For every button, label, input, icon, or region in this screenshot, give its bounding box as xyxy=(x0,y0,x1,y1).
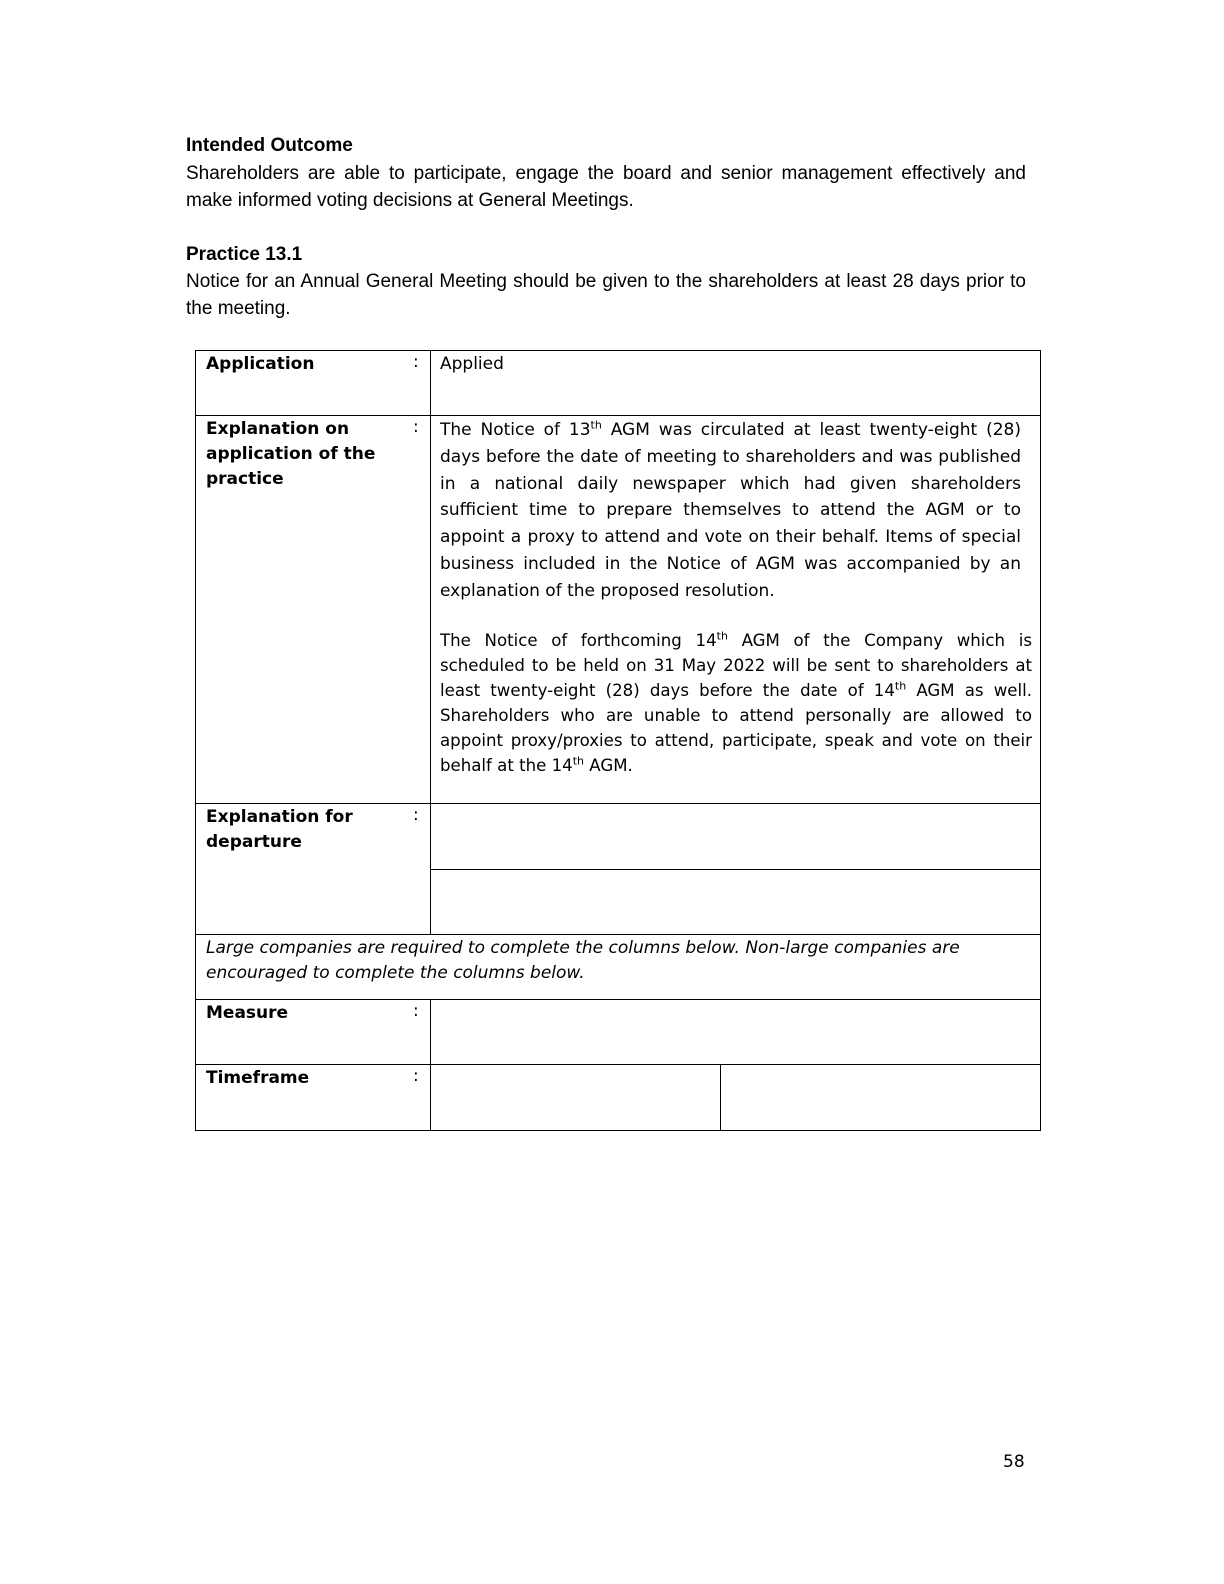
measure-value-cell xyxy=(431,1000,1040,1064)
measure-colon: : xyxy=(413,1001,419,1021)
explanation-application-colon: : xyxy=(413,417,419,437)
intended-outcome-text: Shareholders are able to participate, engage the board and senior management effectively and make informed voting decisions at General Meetings. xyxy=(186,163,1026,211)
large-companies-note: Large companies are required to complete the columns below. Non-large companies are encouraged to complete the columns below. xyxy=(206,938,960,983)
practice-text: Notice for an Annual General Meeting should be given to the shareholders at least 28 days prior to the meeting. xyxy=(186,271,1026,319)
page-number: 58 xyxy=(1003,1452,1025,1472)
application-value: Applied xyxy=(440,354,504,374)
timeframe-extra-cell xyxy=(721,1065,1040,1130)
explanation-departure-colon: : xyxy=(413,805,419,825)
intended-outcome-heading: Intended Outcome xyxy=(186,135,353,156)
timeframe-colon: : xyxy=(413,1066,419,1086)
timeframe-value-cell xyxy=(431,1065,720,1130)
explanation-application-label: Explanation on application of the practice xyxy=(206,419,376,489)
explanation-departure-value-cell xyxy=(431,804,1040,868)
explanation-departure-label: Explanation for departure xyxy=(206,807,353,852)
measure-label: Measure xyxy=(206,1003,289,1023)
application-label: Application xyxy=(206,354,315,374)
practice-heading: Practice 13.1 xyxy=(186,244,303,265)
timeframe-label: Timeframe xyxy=(206,1068,310,1088)
explanation-application-para1: The Notice of 13th AGM was circulated at least twenty-eight (28) days before the date of meeting to shareholders and was published in a national daily newspaper which had given shareholders sufficient time to prepare themselves to attend the AGM or to appoint a proxy to attend and vote on their behalf. Items of special business included in the Notice of AGM was accompanied by an explanation of the proposed resolution. xyxy=(440,418,1021,601)
practice-table xyxy=(195,350,1041,1131)
explanation-departure-extra-cell xyxy=(431,870,1040,934)
application-colon: : xyxy=(413,352,419,372)
explanation-application-para2: The Notice of forthcoming 14th AGM of the Company which is scheduled to be held on 31 May 2022 will be sent to shareholders at least twenty-eight (28) days before the date of 14th AGM as well. Shareholders who are unable to attend personally are allowed to appoint proxy/proxies to attend, participate, speak and vote on their behalf at the 14th AGM. xyxy=(440,629,1032,775)
